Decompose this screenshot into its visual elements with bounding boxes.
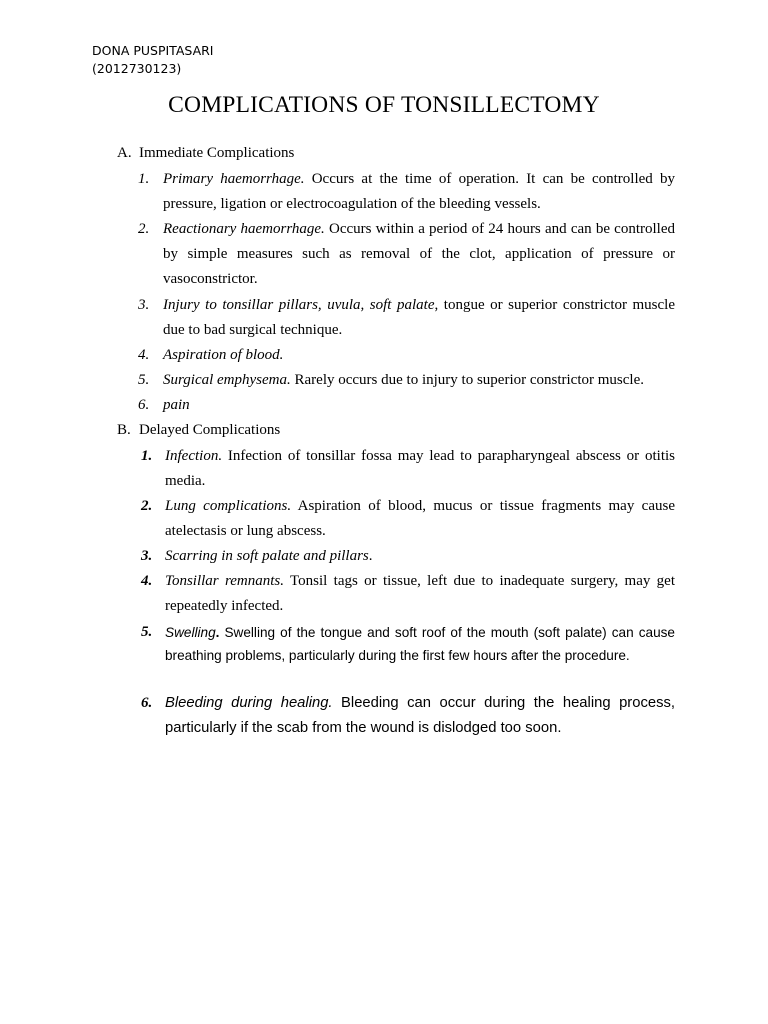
list-item-b2 xyxy=(141,494,675,544)
section-b-letter: B. xyxy=(117,422,131,438)
item-text: , tongue or superior constrictor muscle due to bad surgical technique. xyxy=(163,297,675,338)
item-term: Swelling xyxy=(165,625,216,640)
item-number: 2. xyxy=(141,498,153,514)
section-a-title: Immediate Complications xyxy=(139,145,295,161)
item-text: Aspiration of blood, mucus or tissue fragments may cause atelectasis or lung abscess. xyxy=(165,498,675,539)
item-text: Rarely occurs due to injury to superior constrictor muscle. xyxy=(290,372,644,388)
item-number: 1. xyxy=(138,171,150,187)
list-item-b3 xyxy=(141,544,675,569)
item-number: 1. xyxy=(141,448,153,464)
item-text: . xyxy=(368,548,373,564)
section-b-heading xyxy=(117,422,280,439)
item-number: 3. xyxy=(138,297,150,313)
list-item-a3 xyxy=(138,293,675,343)
author-name: DONA PUSPITASARI xyxy=(92,43,214,58)
item-term: Lung complications. xyxy=(165,498,292,514)
author-id: (2012730123) xyxy=(92,61,182,76)
item-term-suffix: . xyxy=(215,625,220,640)
item-text: Occurs at the time of operation. It can be controlled by pressure, ligation or electrocoagulation of the bleeding vessels. xyxy=(163,171,675,212)
list-item-a1 xyxy=(138,167,675,217)
list-item-b6 xyxy=(141,691,675,741)
list-item-a4 xyxy=(138,343,675,368)
item-number: 5. xyxy=(141,624,153,640)
page-title: COMPLICATIONS OF TONSILLECTOMY xyxy=(168,92,600,118)
section-a-letter: A. xyxy=(117,145,132,161)
list-item-b1 xyxy=(141,444,675,494)
list-item-a5 xyxy=(138,368,675,393)
list-item-b4 xyxy=(141,569,675,619)
list-item-a2 xyxy=(138,217,675,292)
item-term: Surgical emphysema. xyxy=(163,372,291,388)
section-a-heading xyxy=(117,145,294,162)
item-term: Bleeding during healing. xyxy=(165,695,333,711)
list-item-b5 xyxy=(141,621,675,667)
item-number: 4. xyxy=(138,347,150,363)
item-number: 3. xyxy=(141,548,153,564)
item-term: Primary haemorrhage. xyxy=(163,171,305,187)
item-term: pain xyxy=(163,397,190,413)
item-term: Aspiration of blood. xyxy=(163,347,284,363)
item-text: Infection of tonsillar fossa may lead to parapharyngeal abscess or otitis media. xyxy=(165,448,675,489)
item-term: Infection. xyxy=(165,448,223,464)
item-number: 5. xyxy=(138,372,150,388)
item-term: Reactionary haemorrhage. xyxy=(163,221,325,237)
item-text: Bleeding can occur during the healing process, particularly if the scab from the wound is dislodged too soon. xyxy=(165,695,675,736)
item-number: 2. xyxy=(138,221,150,237)
author-block xyxy=(92,42,214,78)
item-number: 6. xyxy=(141,695,153,711)
item-term: Injury to tonsillar pillars, uvula, soft palate xyxy=(163,297,435,313)
item-term: Tonsillar remnants. xyxy=(165,573,284,589)
item-text: Tonsil tags or tissue, left due to inadequate surgery, may get repeatedly infected. xyxy=(165,573,676,614)
item-number: 6. xyxy=(138,397,150,413)
item-text: Swelling of the tongue and soft roof of the mouth (soft palate) can cause breathing problems, particularly during the first few hours after the procedure. xyxy=(165,625,675,663)
list-item-a6 xyxy=(138,393,675,418)
section-b-title: Delayed Complications xyxy=(139,422,281,438)
item-number: 4. xyxy=(141,573,153,589)
item-text: Occurs within a period of 24 hours and can be controlled by simple measures such as removal of the clot, application of pressure or vasoconstrictor. xyxy=(163,221,675,287)
item-term: Scarring in soft palate and pillars xyxy=(165,548,369,564)
